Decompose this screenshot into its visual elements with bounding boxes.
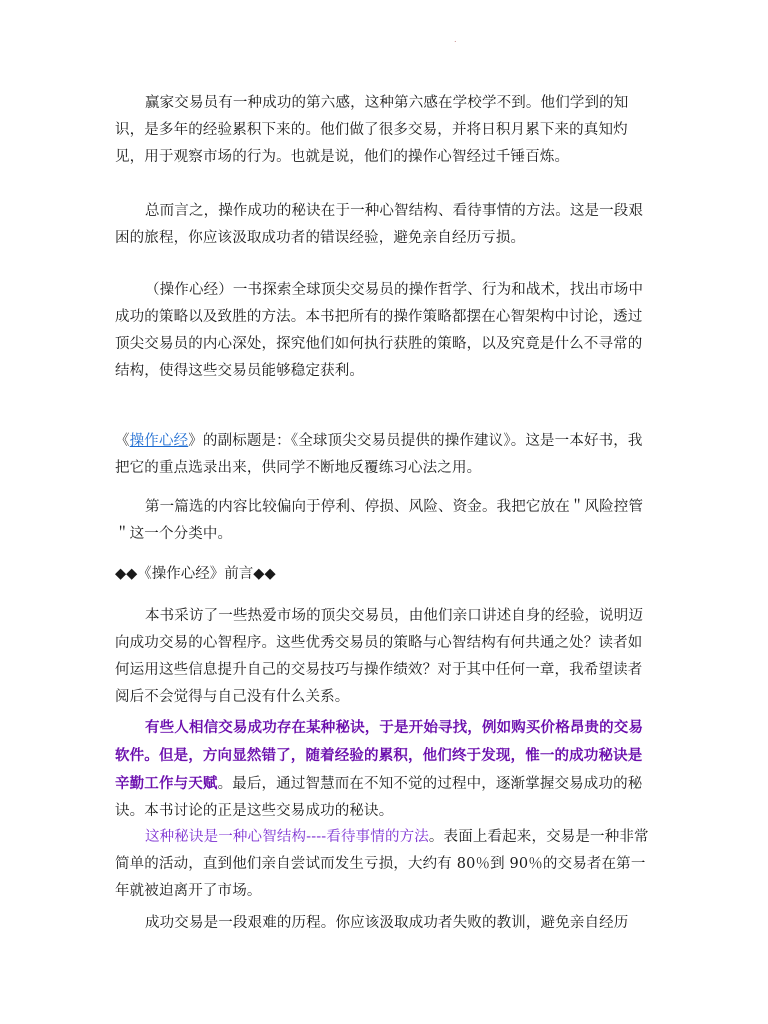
page-marker: . [454, 35, 457, 44]
paragraph-hard-journey: 成功交易是一段艰难的历程。你应该汲取成功者失败的教训，避免亲自经历 [145, 915, 629, 931]
highlighted-secret-text: 有些人相信交易成功存在某种秘诀，于是开始寻找，例如购买价格昂贵的交易软件。但是，方向显然错了，随着经验的累积，他们终于发现，惟一的成功秘诀是辛勤工作与天赋 [115, 719, 644, 792]
paragraph-subtitle [115, 428, 655, 482]
paragraph-sixth-sense: 赢家交易员有一种成功的第六感，这种第六感在学校学不到。他们学到的知识，是多年的经验累积下来的。他们做了很多交易，并将日积月累下来的真知灼见，用于观察市场的行为。也就是说，他们的操作心智经过千锤百炼。 [115, 95, 629, 165]
secret-rest-text: 。最后，通过智慧而在不知不觉的过程中，逐渐掌握交易成功的秘诀。本书讨论的正是这些交易成功的秘诀。 [115, 776, 643, 819]
subtitle-text: 》的副标题是：《全球顶尖交易员提供的操作建议》。这是一本好书，我把它的重点选录出来，供同学不断地反覆练习心法之用。 [115, 433, 643, 476]
paragraph-book-intro: （操作心经）一书探索全球顶尖交易员的操作哲学、行为和战术，找出市场中成功的策略以及致胜的方法。本书把所有的操作策略都摆在心智架构中讨论，透过顶尖交易员的内心深处，探究他们如何执行获胜的策略，以及究竟是什么不寻常的结构，使得这些交易员能够稳定获利。 [115, 282, 644, 379]
book-title-link[interactable]: 操作心经 [129, 433, 189, 449]
paragraph-preface: 本书采访了一些热爱市场的顶尖交易员，由他们亲口讲述自身的经验，说明迈向成功交易的心智程序。这些优秀交易员的策略与心智结构有何共通之处？读者如何运用这些信息提升自己的交易技巧与操作绩效？对于其中任何一章，我希望读者阅后不会觉得与自己没有什么关系。 [115, 608, 644, 705]
highlighted-mind-text: 这种秘诀是一种心智结构----看待事情的方法 [145, 829, 429, 845]
mind-rest-text: 。表面上看起来，交易是一种非常简单的活动，直到他们亲自尝试而发生亏损，大约有 80％到 90％的交易者在第一年就被迫离开了市场。 [115, 829, 649, 899]
paragraph-first-chapter: 第一篇选的内容比较偏向于停利、停损、风险、资金。我把它放在＂风险控管＂这一个分类中。 [115, 499, 644, 542]
open-bracket: 《 [115, 433, 130, 449]
paragraph-secret [115, 714, 655, 825]
section-heading: ◆◆《操作心经》前言◆◆ [115, 566, 276, 582]
paragraph-mind-structure [115, 824, 655, 905]
paragraph-summary: 总而言之，操作成功的秘诀在于一种心智结构、看待事情的方法。这是一段艰困的旅程，你应该汲取成功者的错误经验，避免亲自经历亏损。 [115, 203, 644, 246]
